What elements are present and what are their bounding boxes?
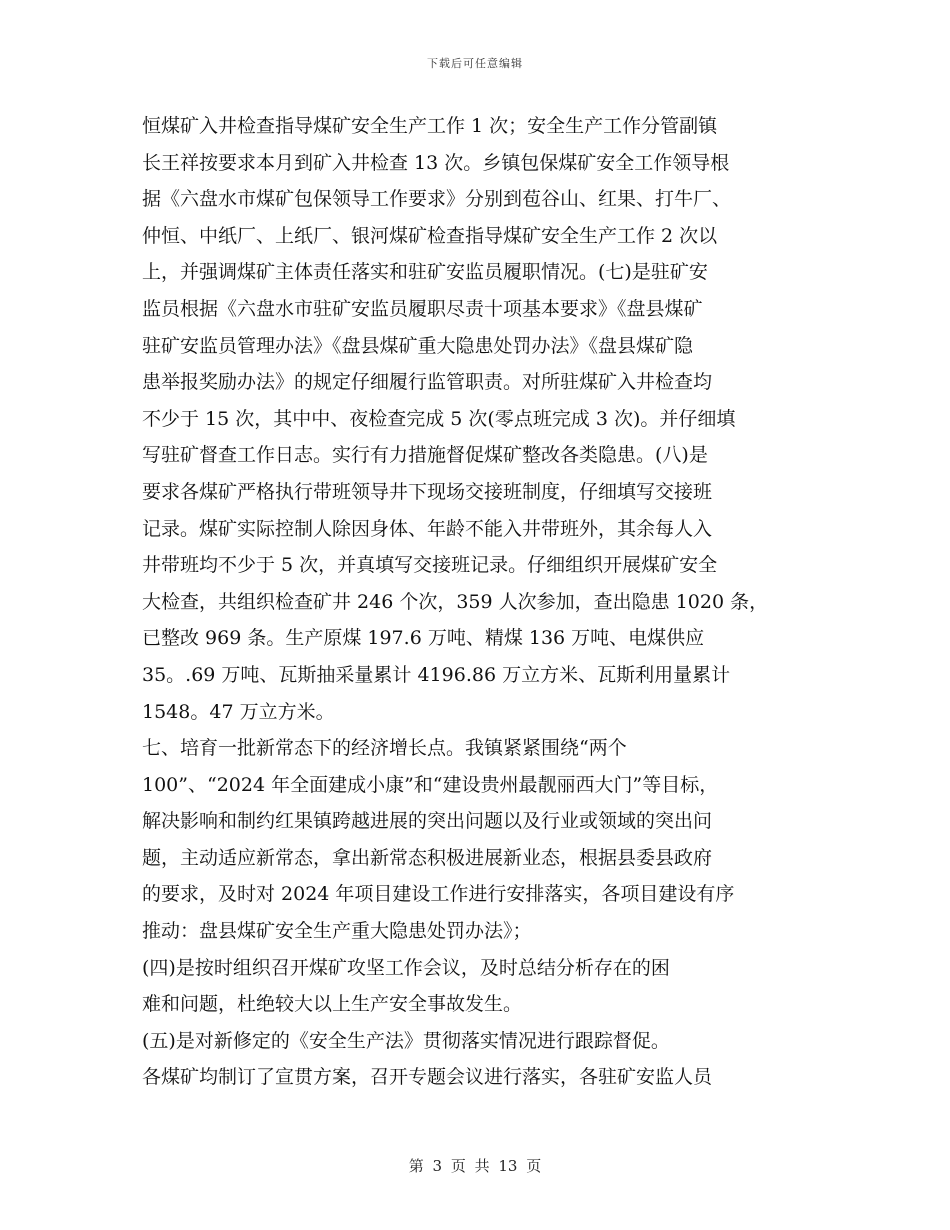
text-line: 据《六盘水市煤矿包保领导工作要求》分别到苞谷山、红果、打牛厂、	[142, 188, 732, 211]
text-line: 监员根据《六盘水市驻矿安监员履职尽责十项基本要求》《盘县煤矿	[142, 297, 703, 320]
text-line: 写驻矿督查工作日志。实行有力措施督促煤矿整改各类隐患。(八)是	[142, 444, 708, 467]
text-line: 不少于 15 次，其中中、夜检查完成 5 次(零点班完成 3 次)。并仔细填	[142, 407, 736, 430]
text-line: 100”、“2024 年全面建成小康”和“建设贵州最靓丽西大门”等目标，	[142, 773, 719, 796]
text-line: 大检查，共组织检查矿井 246 个次，359 人次参加，查出隐患 1020 条，	[142, 590, 769, 613]
text-line: 要求各煤矿严格执行带班领导井下现场交接班制度，仔细填写交接班	[142, 480, 713, 503]
text-line: (四)是按时组织召开煤矿攻坚工作会议，及时总结分析存在的困	[142, 956, 670, 979]
text-line: 患举报奖励办法》的规定仔细履行监管职责。对所驻煤矿入井检查均	[142, 371, 713, 394]
text-line: 长王祥按要求本月到矿入井检查 13 次。乡镇包保煤矿安全工作领导根	[142, 151, 730, 174]
text-line: 题，主动适应新常态，拿出新常态积极进展新业态，根据县委县政府	[142, 846, 713, 869]
text-line: 已整改 969 条。生产原煤 197.6 万吨、精煤 136 万吨、电煤供应	[142, 627, 705, 650]
text-line: 1548。47 万立方米。	[142, 700, 335, 723]
text-line: 解决影响和制约红果镇跨越进展的突出问题以及行业或领域的突出问	[142, 810, 713, 833]
page-header: 下载后可任意编辑	[427, 57, 523, 70]
text-line: 难和问题，杜绝较大以上生产安全事故发生。	[142, 993, 523, 1016]
text-line: 井带班均不少于 5 次，并真填写交接班记录。仔细组织开展煤矿安全	[142, 554, 718, 577]
text-line: 七、培育一批新常态下的经济增长点。我镇紧紧围绕“两个	[142, 737, 627, 760]
text-line: (五)是对新修定的《安全生产法》贯彻落实情况进行跟踪督促。	[142, 1029, 670, 1052]
text-line: 35。.69 万吨、瓦斯抽采量累计 4196.86 万立方米、瓦斯利用量累计	[142, 663, 731, 686]
text-line: 推动：盘县煤矿安全生产重大隐患处罚办法》；	[142, 920, 532, 943]
page-footer: 第 3 页 共 13 页	[408, 1157, 542, 1175]
text-line: 仲恒、中纸厂、上纸厂、银河煤矿检查指导煤矿安全生产工作 2 次以	[142, 224, 718, 247]
text-line: 恒煤矿入井检查指导煤矿安全生产工作 1 次；安全生产工作分管副镇	[142, 115, 718, 137]
document-body	[142, 108, 822, 1096]
text-line: 的要求，及时对 2024 年项目建设工作进行安排落实，各项目建设有序	[142, 883, 735, 906]
text-line: 驻矿安监员管理办法》《盘县煤矿重大隐患处罚办法》《盘县煤矿隐	[142, 334, 694, 357]
text-line: 上，并强调煤矿主体责任落实和驻矿安监员履职情况。(七)是驻矿安	[142, 261, 708, 284]
text-line: 记录。煤矿实际控制人除因身体、年龄不能入井带班外，其余每人入	[142, 517, 713, 540]
text-line: 各煤矿均制订了宣贯方案，召开专题会议进行落实，各驻矿安监人员	[142, 1066, 713, 1089]
